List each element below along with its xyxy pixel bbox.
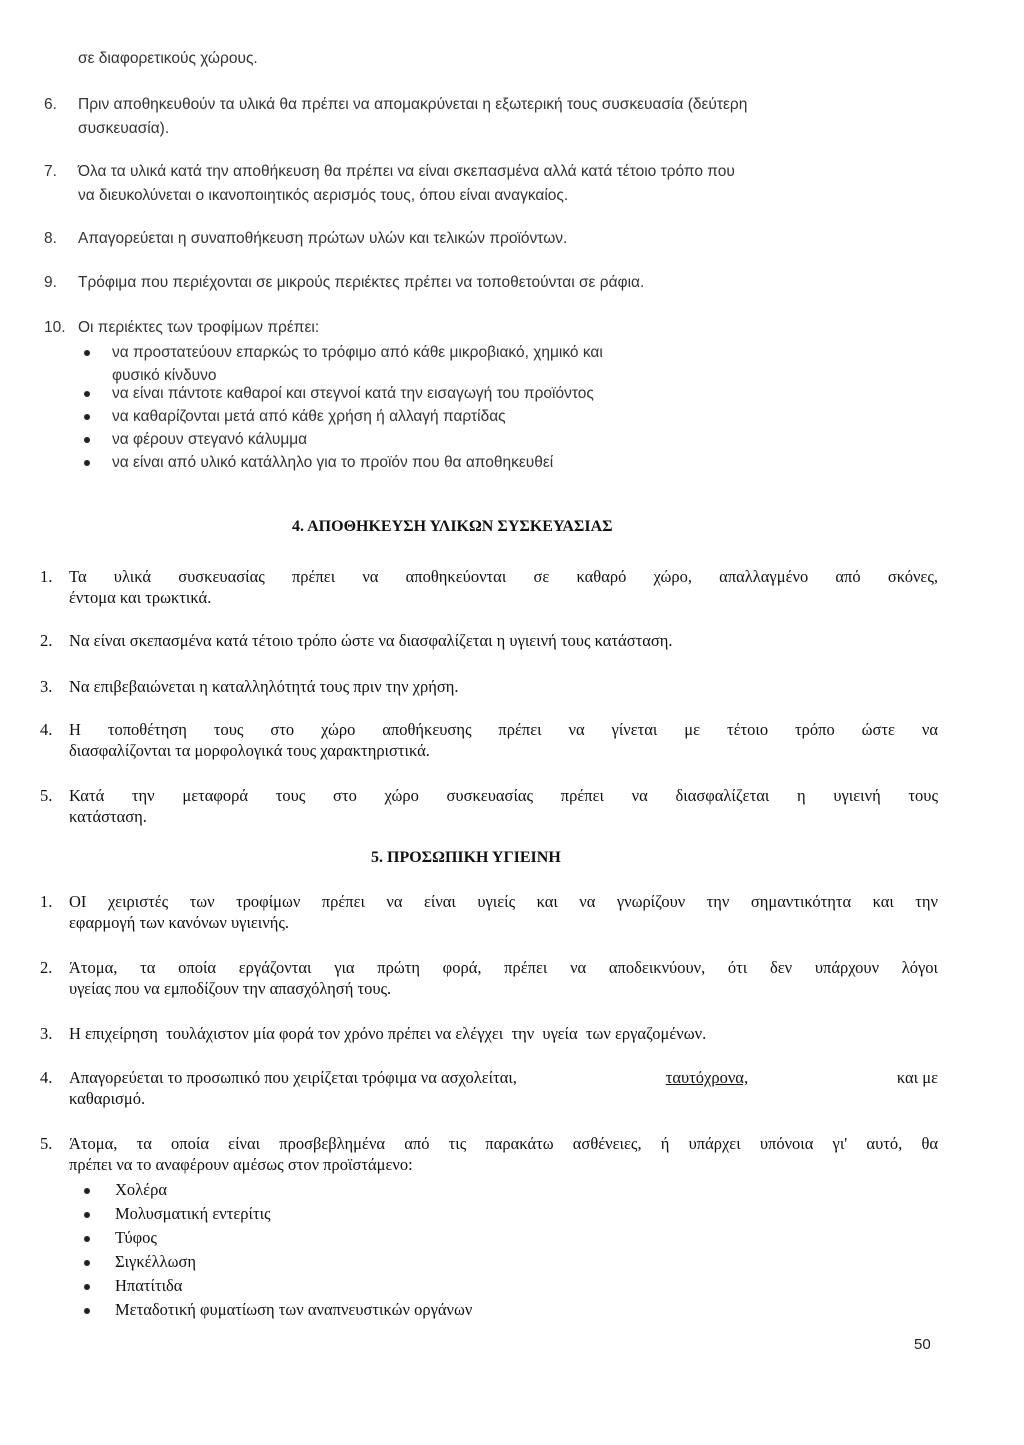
disease-list: [84, 1178, 784, 1322]
bullet-item: [84, 1250, 784, 1274]
item-line-start: Απαγορεύεται το προσωπικό που χειρίζεται τρόφιμα να ασχολείται,: [69, 1068, 517, 1087]
page-number: 50: [914, 1336, 931, 1353]
item-number: 9.: [44, 274, 57, 291]
bullet-item: [84, 1298, 784, 1322]
item-line: υγείας που να εμποδίζουν την απασχόλησή τους.: [69, 979, 392, 998]
list-item: [44, 271, 954, 295]
bullet-dot: [84, 414, 90, 420]
disease-name: Μεταδοτική φυματίωση των αναπνευστικών οργάνων: [115, 1300, 473, 1319]
list-item: [44, 160, 954, 208]
bullet-line: να είναι πάντοτε καθαροί και στεγνοί κατά την εισαγωγή του προϊόντος: [112, 385, 594, 402]
list-item: [44, 227, 954, 251]
item-line: Όλα τα υλικά κατά την αποθήκευση θα πρέπει να είναι σκεπασμένα αλλά κατά τέτοιο τρόπο που: [78, 163, 735, 180]
item-line: καθαρισμό.: [69, 1089, 146, 1108]
item-line: να διευκολύνεται ο ικανοποιητικός αερισμός τους, όπου είναι αναγκαίος.: [78, 187, 569, 204]
list-item: [44, 93, 954, 141]
list-item: [40, 1067, 938, 1109]
bullet-item: [84, 428, 784, 452]
item-line: Τρόφιμα που περιέχονται σε μικρούς περιέκτες πρέπει να τοποθετούνται σε ράφια.: [78, 274, 645, 291]
item-line: εφαρμογή των κανόνων υγιεινής.: [69, 913, 289, 932]
item-line: Πριν αποθηκευθούν τα υλικά θα πρέπει να απομακρύνεται η εξωτερική τους συσκευασία (δεύτερη: [78, 96, 748, 113]
item-number: 1.: [40, 892, 53, 911]
bullet-item: [84, 382, 784, 406]
list-item: [40, 1133, 938, 1175]
bullet-line: φυσικό κίνδυνο: [112, 367, 217, 384]
bullet-line: να προστατεύουν επαρκώς το τρόφιμο από κάθε μικροβιακό, χημικό και: [112, 344, 603, 361]
bullet-item: [84, 1274, 784, 1298]
item-line: πρέπει να το αναφέρουν αμέσως στον προϊστάμενο:: [69, 1155, 413, 1174]
bullet-item: [84, 1178, 784, 1202]
item-line: Οι περιέκτες των τροφίμων πρέπει:: [78, 319, 320, 336]
bullet-dot: [84, 1188, 90, 1194]
bullet-item: [84, 451, 784, 475]
item-number: 8.: [44, 230, 57, 247]
item-line: Να είναι σκεπασμένα κατά τέτοιο τρόπο ώστε να διασφαλίζεται η υγιεινή τους κατάσταση.: [69, 631, 673, 650]
bullet-line: να είναι από υλικό κατάλληλο για το προϊόν που θα αποθηκευθεί: [112, 454, 554, 471]
list-item: [40, 566, 938, 608]
bullet-dot: [84, 1260, 90, 1266]
bullet-dot: [84, 460, 90, 466]
item-number: 4.: [40, 720, 53, 739]
item-number: 7.: [44, 163, 57, 180]
item-line: [69, 1067, 938, 1088]
item-number: 2.: [40, 958, 53, 977]
bullet-item: [84, 1202, 784, 1226]
bullet-item: [84, 1226, 784, 1250]
bullet-dot: [84, 437, 90, 443]
bullet-line: να φέρουν στεγανό κάλυμμα: [112, 431, 308, 448]
bullet-item: [84, 405, 784, 429]
item-line: έντομα και τρωκτικά.: [69, 588, 212, 607]
item-line: Η τοποθέτηση τους στο χώρο αποθήκευσης πρέπει να γίνεται με τέτοιο τρόπο ώστε να: [69, 720, 938, 739]
item-line: Τα υλικά συσκευασίας πρέπει να αποθηκεύονται σε καθαρό χώρο, απαλλαγμένο από σκόνες,: [69, 567, 938, 586]
disease-name: Ηπατίτιδα: [115, 1276, 183, 1295]
underlined-word: ταυτόχρονα,: [665, 1068, 749, 1087]
bullet-dot: [84, 1284, 90, 1290]
disease-name: Τύφος: [115, 1228, 157, 1247]
item-line: Να επιβεβαιώνεται η καταλληλότητά τους πριν την χρήση.: [69, 677, 459, 696]
bullet-dot: [84, 350, 90, 356]
item-line: Κατά την μεταφορά τους στο χώρο συσκευασίας πρέπει να διασφαλίζεται η υγιεινή τους: [69, 786, 938, 805]
item-number: 5.: [40, 786, 53, 805]
list-item: [40, 891, 938, 933]
list-item: [40, 630, 938, 651]
item-number: 10.: [44, 319, 66, 336]
disease-name: Μολυσματική εντερίτις: [115, 1204, 271, 1223]
list-item: [40, 785, 938, 827]
item-line: κατάσταση.: [69, 807, 147, 826]
item-number: 3.: [40, 1024, 53, 1043]
list-item: [44, 316, 954, 340]
item-number: 6.: [44, 96, 57, 113]
item-line-end: και με: [896, 1068, 938, 1087]
bullet-dot: [84, 1212, 90, 1218]
item-line: ΟΙ χειριστές των τροφίμων πρέπει να είναι υγιείς και να γνωρίζουν την σημαντικότητα και την: [69, 892, 938, 911]
list-item: [40, 719, 938, 761]
disease-name: Χολέρα: [115, 1180, 167, 1199]
list-item: [40, 1023, 938, 1044]
item-line: Απαγορεύεται η συναποθήκευση πρώτων υλών και τελικών προϊόντων.: [78, 230, 568, 247]
item-number: 1.: [40, 567, 53, 586]
item-line: Άτομα, τα οποία εργάζονται για πρώτη φορά, πρέπει να αποδεικνύουν, ότι δεν υπάρχουν λόγοι: [69, 958, 938, 977]
continuation-text: σε διαφορετικούς χώρους.: [78, 50, 258, 67]
bullet-line: να καθαρίζονται μετά από κάθε χρήση ή αλλαγή παρτίδας: [112, 408, 506, 425]
item-line: Άτομα, τα οποία είναι προσβεβλημένα από τις παρακάτω ασθένειες, ή υπάρχει υπόνοια γι' αυτό, θα: [69, 1134, 938, 1153]
bullet-dot: [84, 1236, 90, 1242]
item-number: 3.: [40, 677, 53, 696]
bullet-dot: [84, 1308, 90, 1314]
item-line: συσκευασία).: [78, 120, 170, 137]
item-line: διασφαλίζονται τα μορφολογικά τους χαρακτηριστικά.: [69, 741, 430, 760]
bullet-item: [84, 341, 784, 387]
section-heading: 5. ΠΡΟΣΩΠΙΚΗ ΥΓΙΕΙΝΗ: [371, 849, 561, 866]
item-line: Η επιχείρηση τουλάχιστον μία φορά τον χρόνο πρέπει να ελέγχει την υγεία των εργαζομένων.: [69, 1024, 707, 1043]
disease-name: Σιγκέλλωση: [115, 1252, 196, 1271]
item-number: 2.: [40, 631, 53, 650]
item-number: 4.: [40, 1068, 53, 1087]
section-heading: 4. ΑΠΟΘΗΚΕΥΣΗ ΥΛΙΚΩΝ ΣΥΣΚΕΥΑΣΙΑΣ: [292, 518, 613, 535]
bullet-dot: [84, 391, 90, 397]
list-item: [40, 957, 938, 999]
list-item: [40, 676, 938, 697]
item-number: 5.: [40, 1134, 53, 1153]
